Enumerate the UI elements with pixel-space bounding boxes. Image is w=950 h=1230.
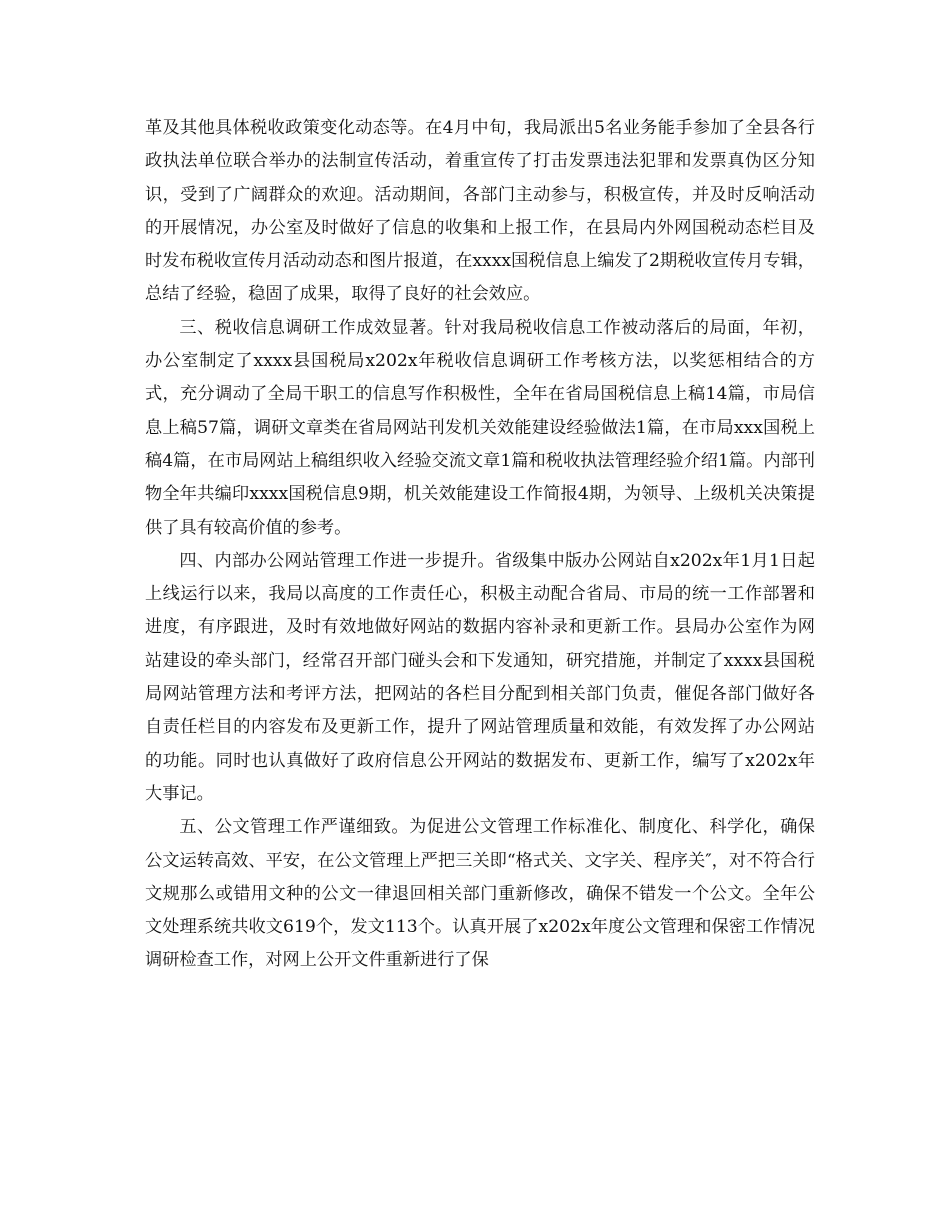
paragraph-section-4: 四、内部办公网站管理工作进一步提升。省级集中版办公网站自x202x年1月1日起上线运行以来，我局以高度的工作责任心，积极主动配合省局、市局的统一工作部署和进度，有序跟进，及时有效地做好网站的数据内容补录和更新工作。县局办公室作为网站建设的牵头部门，经常召开部门碰头会和下发通知，研究措施，并制定了xxxx县国税局网站管理方法和考评方法，把网站的各栏目分配到相关部门负责，催促各部门做好各自责任栏目的内容发布及更新工作，提升了网站管理质量和效能，有效发挥了办公网站的功能。同时也认真做好了政府信息公开网站的数据发布、更新工作，编写了x202x年大事记。: [145, 550, 815, 804]
document-body: [145, 112, 815, 978]
paragraph-continuation: 革及其他具体税收政策变化动态等。在4月中旬，我局派出5名业务能手参加了全县各行政执法单位联合举办的法制宣传活动，着重宣传了打击发票违法犯罪和发票真伪区分知识，受到了广阔群众的欢迎。活动期间，各部门主动参与，积极宣传，并及时反响活动的开展情况，办公室及时做好了信息的收集和上报工作，在县局内外网国税动态栏目及时发布税收宣传月活动动态和图片报道，在xxxx国税信息上编发了2期税收宣传月专辑，总结了经验，稳固了成果，取得了良好的社会效应。: [145, 118, 815, 305]
paragraph-section-5: 五、公文管理工作严谨细致。为促进公文管理工作标准化、制度化、科学化，确保公文运转高效、平安，在公文管理上严把三关即“格式关、文字关、程序关″，对不符合行文规那么或错用文种的公文一律退回相关部门重新修改，确保不错发一个公文。全年公文处理系统共收文619个，发文113个。认真开展了x202x年度公文管理和保密工作情况调研检查工作，对网上公开文件重新进行了保: [145, 817, 815, 971]
paragraph-section-3: 三、税收信息调研工作成效显著。针对我局税收信息工作被动落后的局面，年初，办公室制定了xxxx县国税局x202x年税收信息调研工作考核方法，以奖惩相结合的方式，充分调动了全局干职工的信息写作积极性，全年在省局国税信息上稿14篇，市局信息上稿57篇，调研文章类在省局网站刊发机关效能建设经验做法1篇，在市局xxx国税上稿4篇，在市局网站上稿组织收入经验交流文章1篇和税收执法管理经验介绍1篇。内部刊物全年共编印xxxx国税信息9期，机关效能建设工作简报4期，为领导、上级机关决策提供了具有较高价值的参考。: [145, 317, 815, 538]
